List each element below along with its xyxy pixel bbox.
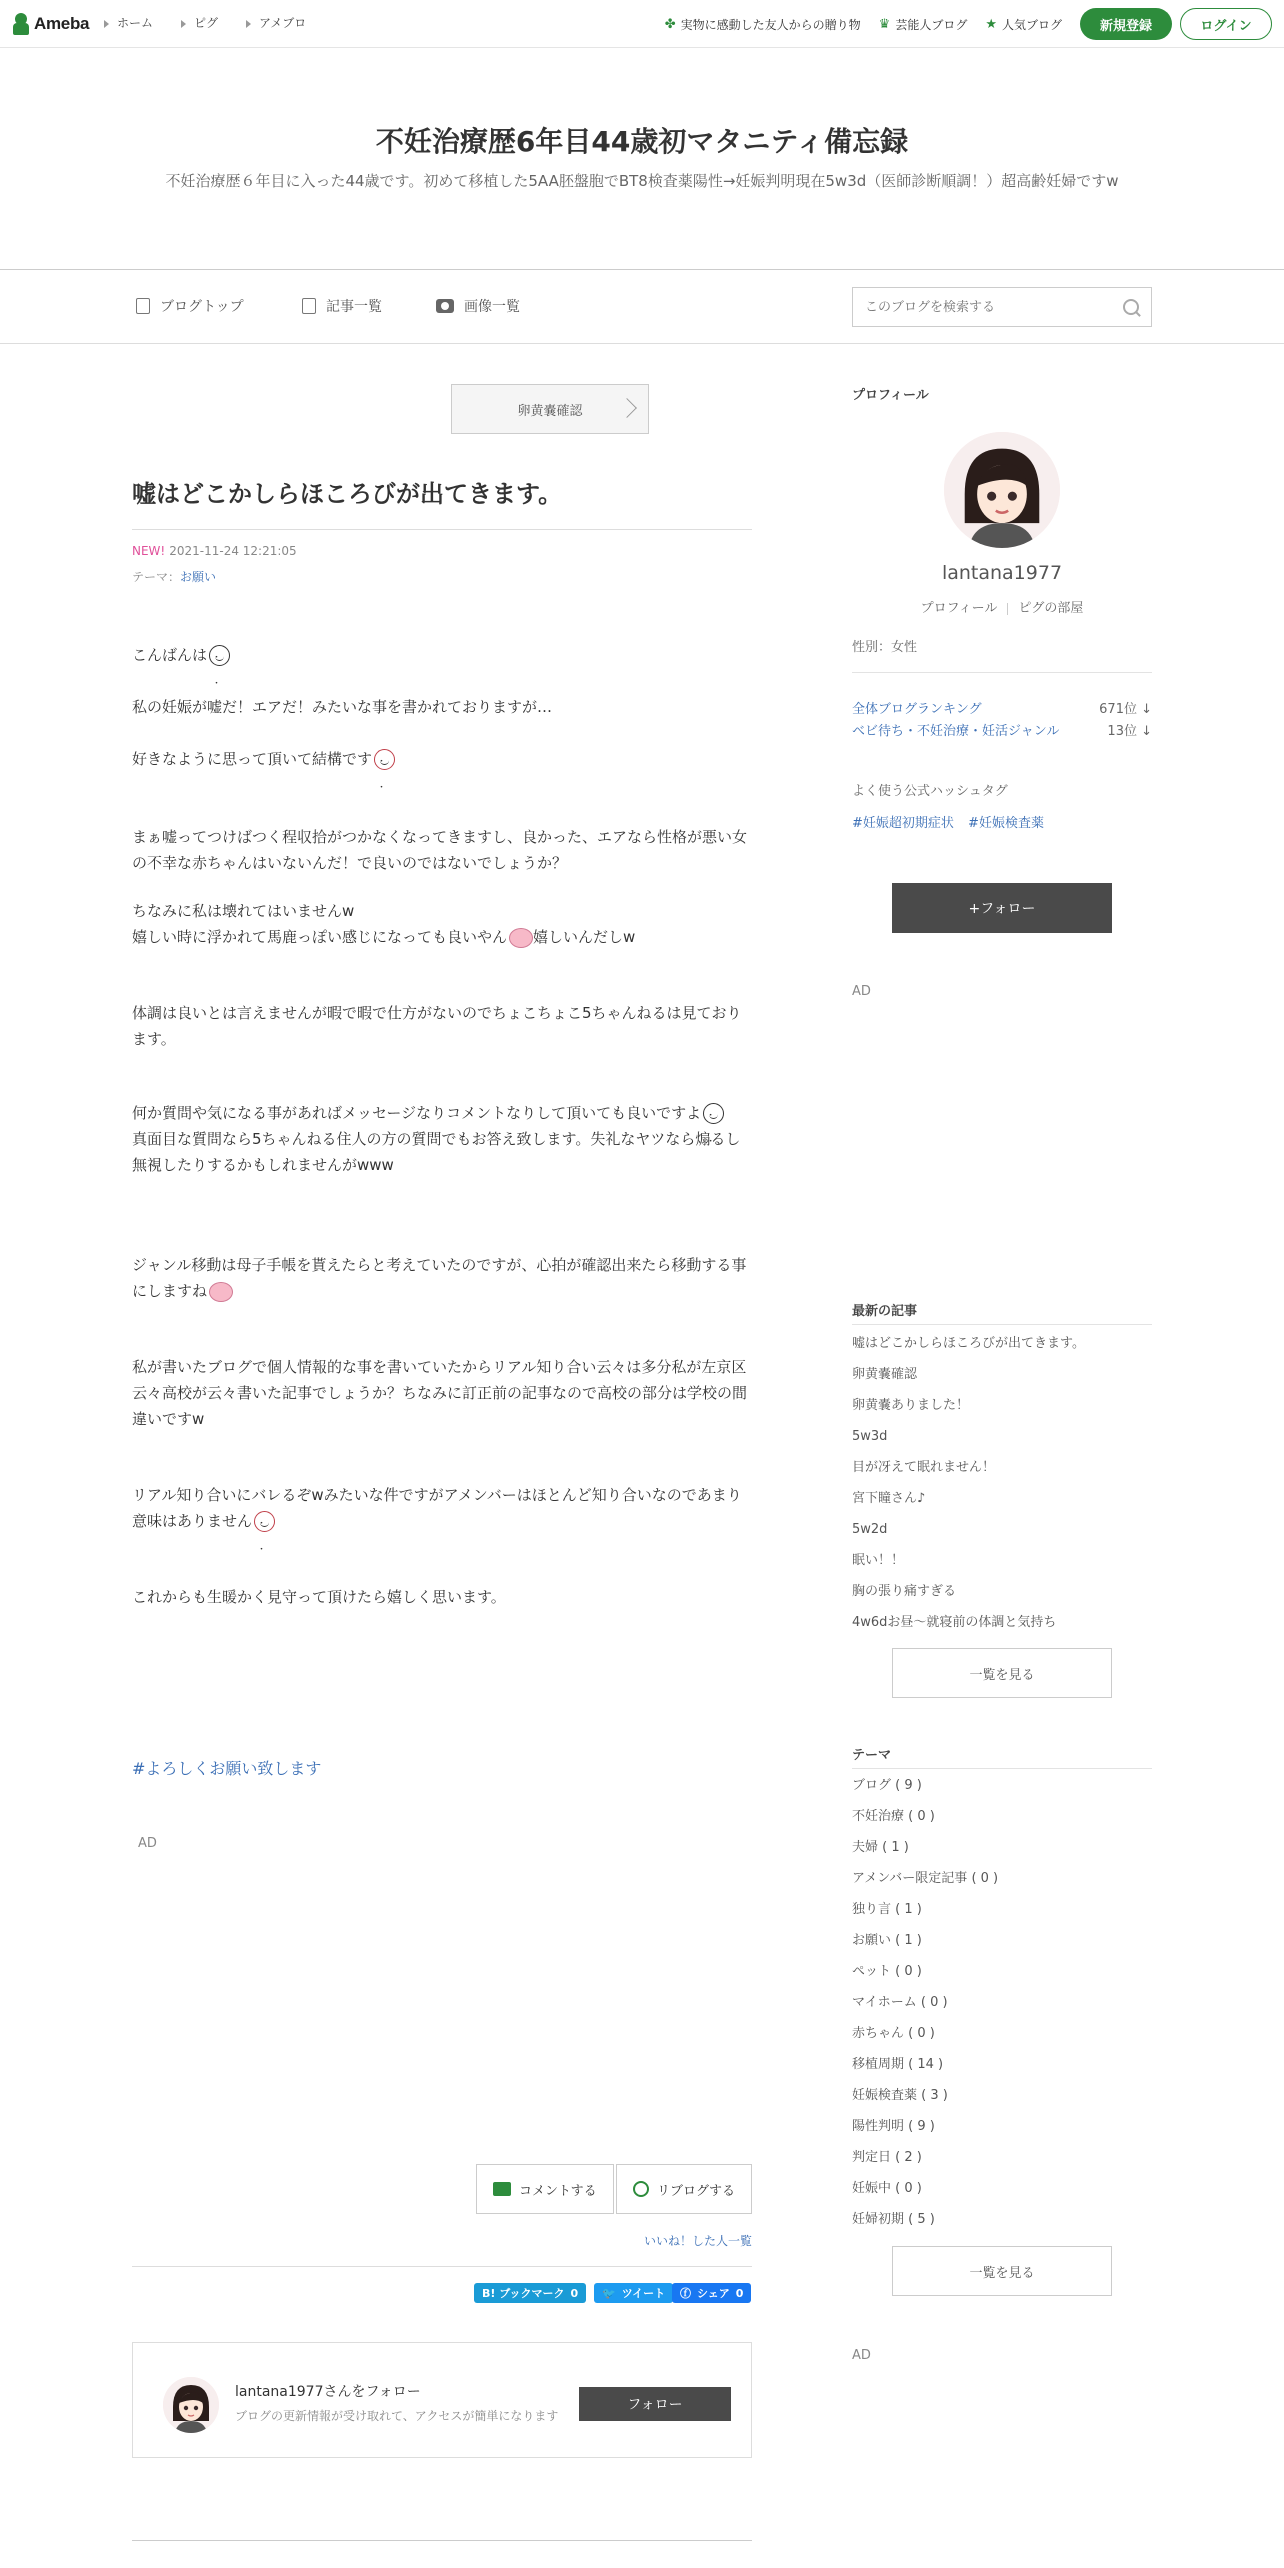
ranking-overall-link[interactable]: 全体ブログランキング xyxy=(852,702,982,717)
recent-item[interactable]: 卵黄嚢ありました！ xyxy=(852,1398,970,1413)
hatena-bookmark-button[interactable] xyxy=(474,2283,586,2303)
entry-meta-date xyxy=(132,544,297,558)
triangle-icon xyxy=(246,20,251,28)
facebook-share-button[interactable] xyxy=(672,2283,751,2303)
paragraph xyxy=(132,1100,752,1178)
theme-item[interactable]: お願い ( 1 ) xyxy=(852,1933,922,1948)
paragraph-text: 好きなように思って頂いて結構です xyxy=(132,750,373,768)
recent-heading: 最新の記事 xyxy=(852,1304,918,1319)
blog-search-input[interactable] xyxy=(865,300,1123,315)
follow-box-description: ブログの更新情報が受け取れて、アクセスが簡単になります xyxy=(235,2409,559,2423)
theme-item[interactable]: マイホーム ( 0 ) xyxy=(852,1995,948,2010)
paragraph-text: こんばんは xyxy=(132,646,208,664)
theme-heading: テーマ xyxy=(852,1748,892,1763)
profile-avatar[interactable] xyxy=(944,432,1060,548)
comment-button-label: コメントする xyxy=(519,2183,597,2199)
paragraph-text: リアル知り合いにバレるぞwみたいな件ですがアメンバーはほとんど知り合いなのであまり意味はありません xyxy=(132,1486,742,1530)
likes-list-link[interactable]: いいね！した人一覧 xyxy=(643,2234,752,2248)
topnav-pigg-label: ピグ xyxy=(194,16,219,30)
ranking-row xyxy=(852,720,1152,739)
blog-search xyxy=(852,287,1152,327)
blog-title[interactable]: 不妊治療歴6年目44歳初マタニティ備忘録 xyxy=(375,125,909,158)
register-button[interactable]: 新規登録 xyxy=(1080,8,1172,40)
tweet-button[interactable] xyxy=(594,2283,673,2303)
gift-link[interactable] xyxy=(665,16,861,33)
pig-emoji-icon xyxy=(509,928,533,948)
document-icon xyxy=(136,298,150,314)
theme-item[interactable]: アメンバー限定記事 ( 0 ) xyxy=(852,1871,999,1886)
ad-label: AD xyxy=(852,984,871,999)
fb-share-count: 0 xyxy=(735,2286,744,2300)
theme-more-button[interactable]: 一覧を見る xyxy=(892,2246,1112,2296)
divider xyxy=(852,1768,1152,1769)
triangle-icon xyxy=(181,20,186,28)
copy-icon xyxy=(302,298,316,314)
sidebar-follow-button[interactable]: +フォロー xyxy=(892,883,1112,933)
reblog-button[interactable] xyxy=(616,2164,752,2214)
paragraph-line xyxy=(132,1100,752,1126)
crown-icon: ♛ xyxy=(878,16,891,32)
paragraph-text: ジャンル移動は母子手帳を貰えたらと考えていたのですが、心拍が確認出来たら移動する事にしますね xyxy=(132,1256,747,1300)
smile-emoji-icon xyxy=(703,1103,724,1124)
topnav-ameblo-label: アメブロ xyxy=(259,16,307,30)
reblog-button-label: リブログする xyxy=(657,2183,736,2199)
profile-link[interactable]: プロフィール xyxy=(920,601,998,616)
paragraph xyxy=(132,746,752,772)
follow-box-name: lantana1977さんをフォロー xyxy=(235,2384,421,2400)
paragraph-line xyxy=(132,924,752,950)
entry-datetime: 2021-11-24 12:21:05 xyxy=(169,544,297,558)
paragraph: まぁ嘘ってつけばつく程収拾がつかなくなってきますし、良かった、エアなら性格が悪い女の不幸な赤ちゃんはいないんだ！で良いのではないでしょうか？ xyxy=(132,828,748,872)
image-list-link[interactable] xyxy=(436,296,520,316)
prev-entry-label: 卵黄嚢確認 xyxy=(517,403,583,419)
popular-blog-label: 人気ブログ xyxy=(1001,17,1062,32)
prev-entry-link[interactable] xyxy=(451,384,649,434)
reblog-icon xyxy=(633,2181,649,2197)
ranking-overall-value: 671位 ↓ xyxy=(1099,702,1152,717)
entry-meta-theme xyxy=(132,568,216,585)
ameba-mascot-icon xyxy=(12,13,30,35)
comment-button[interactable] xyxy=(476,2164,614,2214)
entry-hashtag-link[interactable]: #よろしくお願い致します xyxy=(132,1759,322,1778)
pig-room-link[interactable]: ピグの部屋 xyxy=(1018,601,1084,616)
hatena-count: 0 xyxy=(570,2286,579,2300)
theme-item[interactable]: 移植周期 ( 14 ) xyxy=(852,2057,944,2072)
share-row xyxy=(132,2266,752,2306)
theme-link[interactable]: お願い xyxy=(180,570,217,584)
paragraph-line: ちなみに私は壊れてはいませんw xyxy=(132,902,355,920)
clover-icon: ✤ xyxy=(664,16,676,32)
login-button[interactable]: ログイン xyxy=(1180,8,1272,40)
twitter-icon: 🐦 xyxy=(602,2286,616,2300)
paragraph-text: 嬉しい時に浮かれて馬鹿っぽい感じになっても良いやん xyxy=(132,928,508,946)
hashtag-heading: よく使う公式ハッシュタグ xyxy=(852,784,1008,799)
fb-share-label: シェア xyxy=(697,2287,730,2300)
topnav-home-label: ホーム xyxy=(117,16,154,30)
paragraph: 体調は良いとは言えませんが暇で暇で仕方がないのでちょこちょこ5ちゃんねるは見ております。 xyxy=(132,1004,742,1048)
article-list-label: 記事一覧 xyxy=(326,299,382,315)
theme-item[interactable]: 独り言 ( 1 ) xyxy=(852,1902,922,1917)
theme-item[interactable]: 不妊治療 ( 0 ) xyxy=(852,1809,935,1824)
top-bar xyxy=(0,0,1284,48)
topnav-ameblo[interactable] xyxy=(246,14,306,31)
facebook-icon: ⓕ xyxy=(680,2287,691,2300)
ad-label: AD xyxy=(852,2348,871,2363)
theme-item[interactable]: 妊娠検査薬 ( 3 ) xyxy=(852,2088,948,2103)
theme-list xyxy=(852,1770,1152,2235)
avatar[interactable] xyxy=(163,2377,219,2433)
ranking-genre-value: 13位 ↓ xyxy=(1107,724,1152,739)
top-right-links xyxy=(665,8,1272,40)
pig-emoji-icon xyxy=(209,1282,233,1302)
avatar-illustration xyxy=(944,432,1060,548)
separator xyxy=(1007,603,1008,615)
ameba-logo[interactable] xyxy=(12,12,89,36)
hashtag-link[interactable]: #妊娠検査薬 xyxy=(968,816,1044,831)
image-list-label: 画像一覧 xyxy=(464,299,520,315)
hashtag-list xyxy=(852,812,1044,831)
paragraph xyxy=(132,1482,752,1534)
paragraph: 私の妊娠が嘘だ！エアだ！みたいな事を書かれておりますが… xyxy=(132,698,553,716)
theme-item[interactable]: ペット ( 0 ) xyxy=(852,1964,922,1979)
theme-item[interactable]: 陽性判明 ( 9 ) xyxy=(852,2119,935,2134)
theme-item[interactable]: 夫婦 ( 1 ) xyxy=(852,1840,909,1855)
star-icon: ★ xyxy=(985,16,997,32)
logo-text: Ameba xyxy=(34,14,90,33)
grin-emoji-icon xyxy=(374,749,395,770)
follow-button[interactable]: フォロー xyxy=(579,2387,731,2421)
theme-item[interactable]: 判定日 ( 2 ) xyxy=(852,2150,922,2165)
tweet-label: ツイート xyxy=(621,2287,666,2300)
entry-title[interactable]: 嘘はどこかしらほころびが出てきます。 xyxy=(132,474,752,530)
theme-label: テーマ： xyxy=(132,570,181,584)
popular-blog-link[interactable] xyxy=(985,16,1062,33)
divider xyxy=(852,1324,1152,1325)
topnav-home[interactable] xyxy=(104,14,153,31)
divider xyxy=(132,2540,752,2541)
divider xyxy=(852,672,1152,673)
blog-nav xyxy=(0,270,1284,344)
hashtag-link[interactable]: #妊娠超初期症状 xyxy=(852,816,954,831)
camera-icon xyxy=(436,299,454,313)
paragraph xyxy=(132,898,752,950)
recent-item[interactable]: 5w2d xyxy=(852,1522,888,1537)
blog-top-label: ブログトップ xyxy=(160,299,244,315)
smile-emoji-icon xyxy=(209,645,230,666)
theme-item[interactable]: ブログ ( 9 ) xyxy=(852,1778,922,1793)
ranking-genre-link[interactable]: ベビ待ち・不妊治療・妊活ジャンル xyxy=(852,724,1060,739)
grin-emoji-icon xyxy=(254,1511,275,1532)
avatar-illustration xyxy=(163,2377,219,2433)
new-badge: NEW! xyxy=(132,544,166,558)
recent-item[interactable]: 胸の張り痛すぎる xyxy=(852,1584,957,1599)
blog-description: 不妊治療歴６年目に入った44歳です。初めて移植した5AA胚盤胞でBT8検査薬陽性→妊娠判明現在5w3d（医師診断順調！）超高齢妊婦ですw xyxy=(165,172,1119,190)
top-nav xyxy=(104,14,306,31)
recent-item[interactable]: 4w6dお昼〜就寝前の体調と気持ち xyxy=(852,1615,1057,1630)
search-icon[interactable] xyxy=(1123,299,1139,315)
recent-item[interactable]: 宮下瞳さん♪ xyxy=(852,1491,926,1506)
blog-top-link[interactable] xyxy=(136,296,244,316)
recent-item[interactable]: 嘘はどこかしらほころびが出てきます。 xyxy=(852,1336,1085,1351)
profile-username[interactable]: lantana1977 xyxy=(941,562,1063,584)
paragraph-text: 何か質問や気になる事があればメッセージなりコメントなりして頂いても良いですよ xyxy=(132,1104,702,1122)
recent-list xyxy=(852,1328,1152,1638)
paragraph: 私が書いたブログで個人情報的な事を書いていたからリアル知り合い云々は多分私が左京区云々高校が云々書いた記事でしょうか？ちなみに訂正前の記事なので高校の部分は学校の間違いですw xyxy=(132,1358,748,1428)
topnav-pigg[interactable] xyxy=(181,14,218,31)
celebrity-blog-link[interactable] xyxy=(879,16,968,33)
hatena-label: B! ブックマーク xyxy=(482,2287,565,2300)
profile-gender: 性別：女性 xyxy=(852,640,918,655)
recent-item[interactable]: 眠い！！ xyxy=(852,1553,905,1568)
theme-item[interactable]: 妊婦初期 ( 5 ) xyxy=(852,2212,935,2227)
ad-label: AD xyxy=(138,1836,157,1851)
triangle-icon xyxy=(104,20,109,28)
profile-heading: プロフィール xyxy=(852,388,929,403)
article-list-link[interactable] xyxy=(302,296,382,316)
recent-item[interactable]: 目が冴えて眠れません！ xyxy=(852,1460,996,1475)
recent-item[interactable]: 卵黄嚢確認 xyxy=(852,1367,918,1382)
paragraph-line: 真面目な質問なら5ちゃんねる住人の方の質問でもお答え致します。失礼なヤツなら煽るし無視したりするかもしれませんがwww xyxy=(132,1130,741,1174)
celebrity-blog-label: 芸能人ブログ xyxy=(895,17,968,32)
blog-header xyxy=(0,48,1284,270)
gift-link-label: 実物に感動した友人からの贈り物 xyxy=(680,17,861,32)
paragraph xyxy=(132,642,752,668)
theme-item[interactable]: 妊娠中 ( 0 ) xyxy=(852,2181,922,2196)
comment-icon xyxy=(493,2182,511,2196)
recent-more-button[interactable]: 一覧を見る xyxy=(892,1648,1112,1698)
chevron-right-icon xyxy=(617,398,637,418)
paragraph xyxy=(132,1252,752,1304)
profile-links xyxy=(852,597,1152,616)
follow-box xyxy=(132,2342,752,2458)
paragraph-text: 嬉しいんだしw xyxy=(533,928,636,946)
paragraph: これからも生暖かく見守って頂けたら嬉しく思います。 xyxy=(132,1588,506,1606)
theme-item[interactable]: 赤ちゃん ( 0 ) xyxy=(852,2026,935,2041)
ranking-row xyxy=(852,698,1152,717)
recent-item[interactable]: 5w3d xyxy=(852,1429,888,1444)
